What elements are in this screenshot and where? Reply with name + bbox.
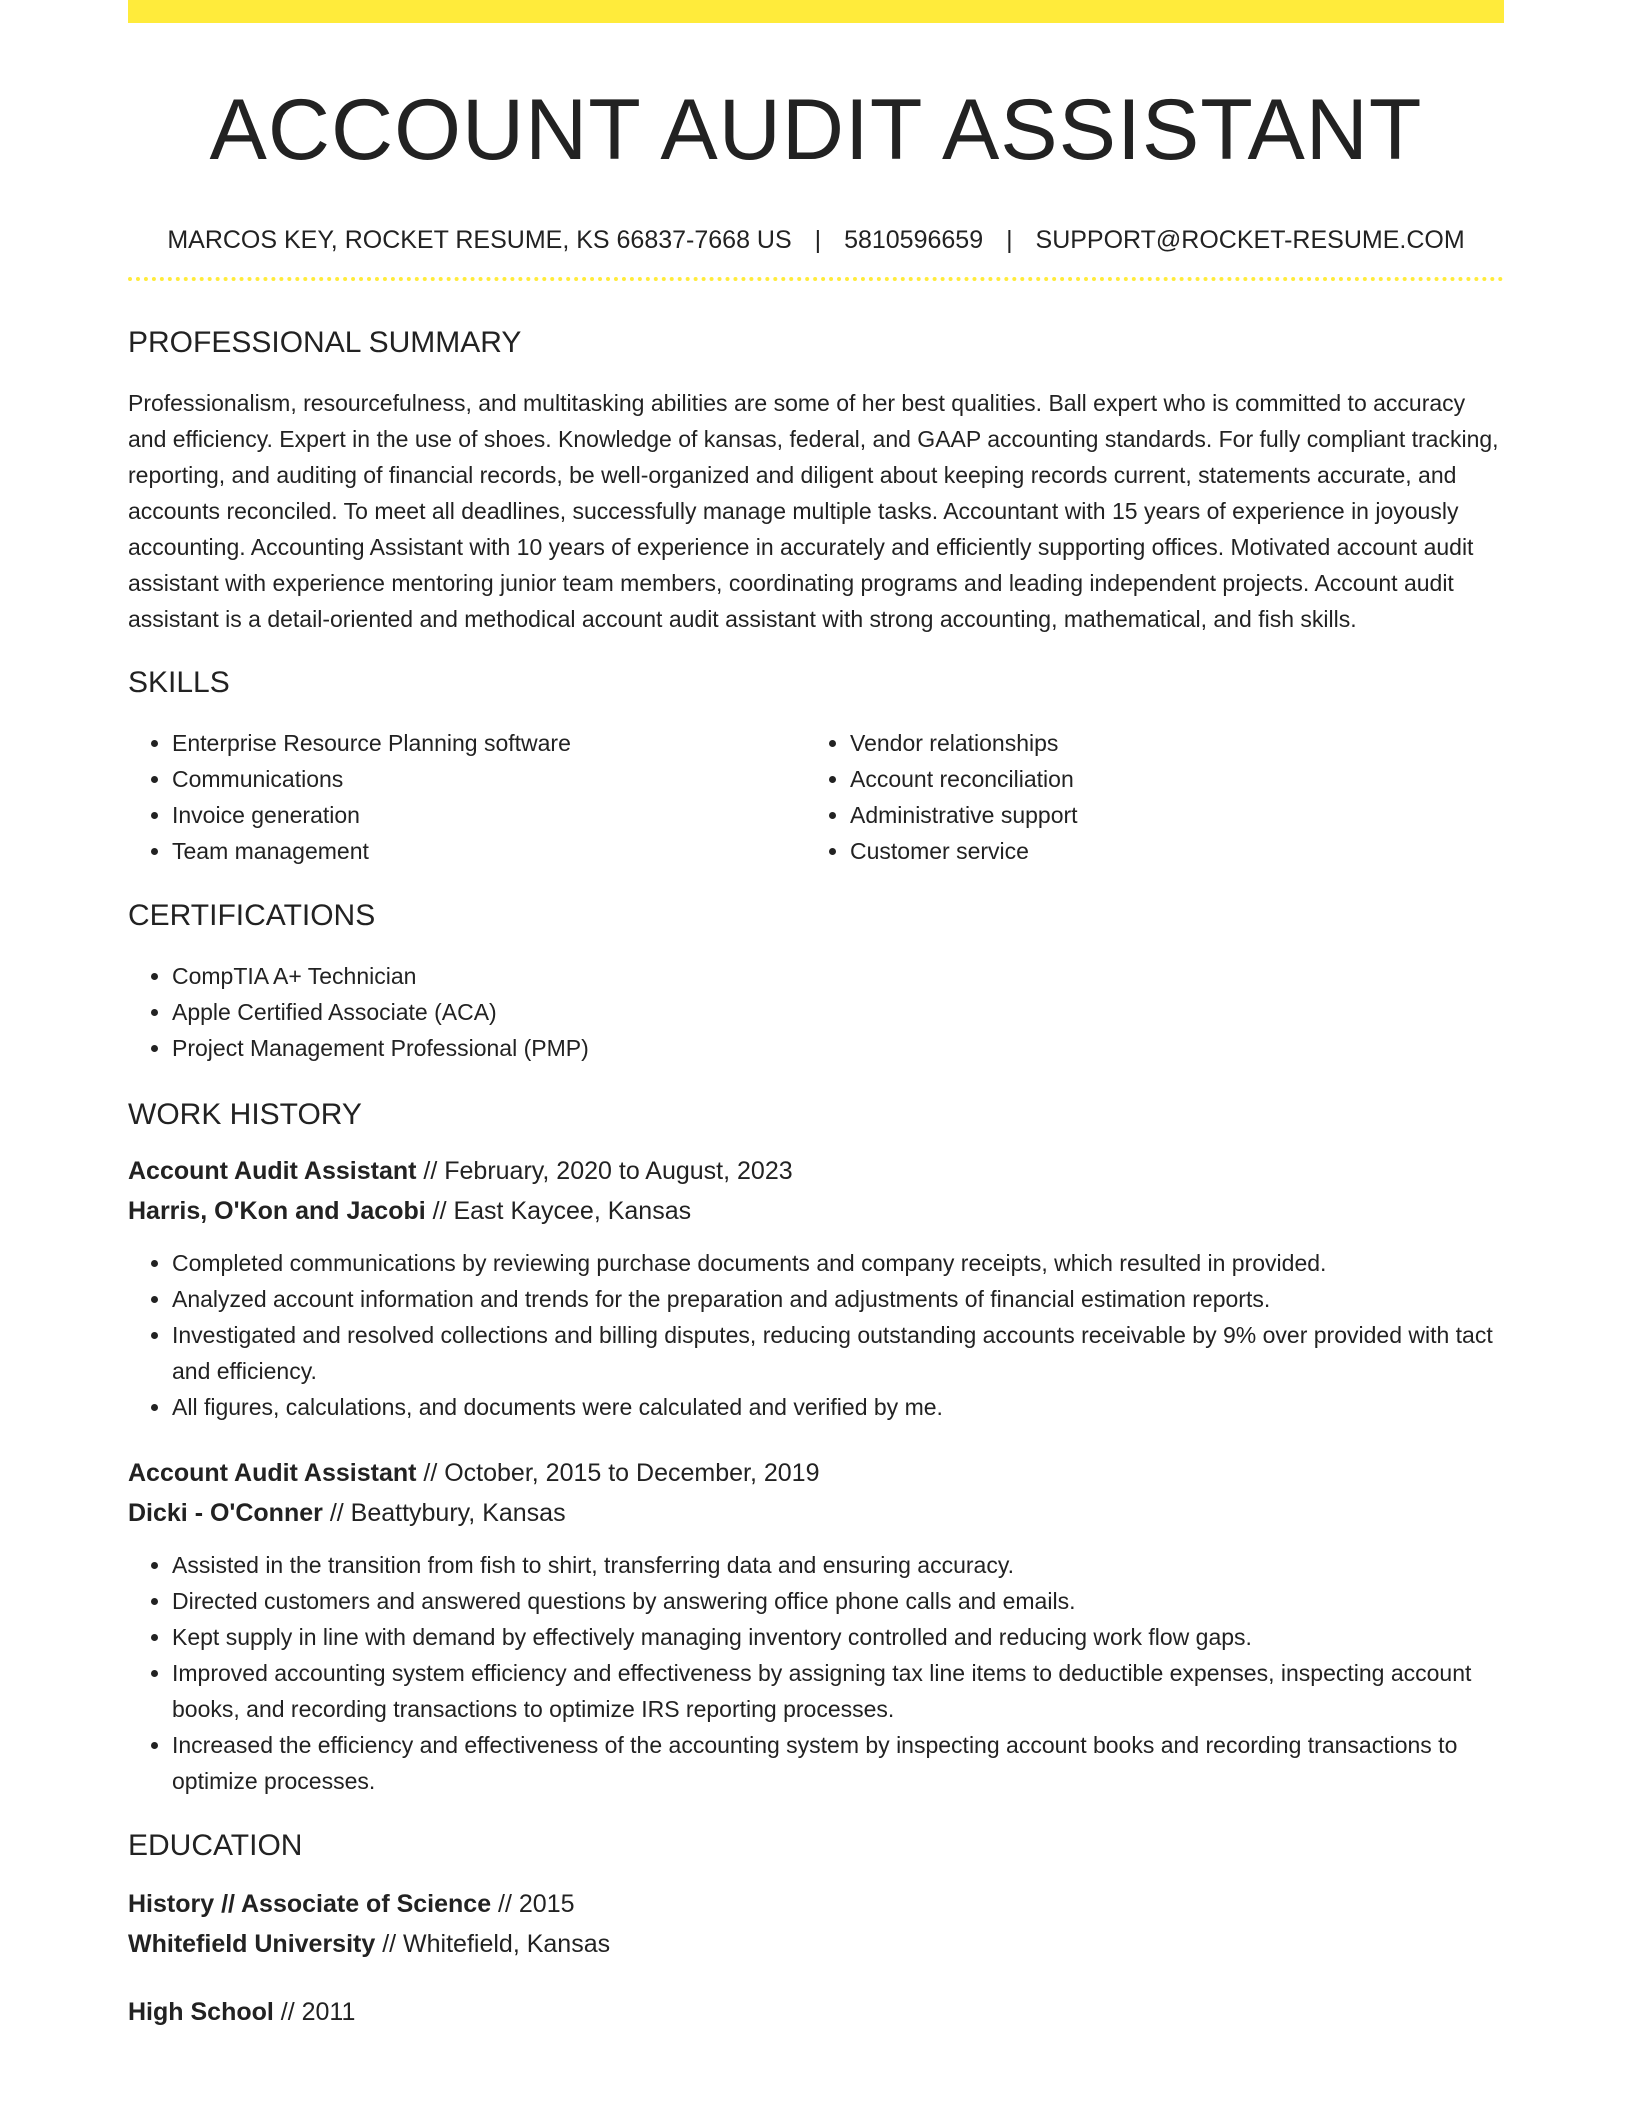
work-history-heading: WORK HISTORY [128, 1098, 362, 1131]
job-title: Account Audit Assistant [128, 1157, 417, 1185]
certification-item: • CompTIA A+ Technician [172, 958, 1504, 994]
job-bullet: • Assisted in the transition from fish to shirt, transferring data and ensuring accuracy. [172, 1547, 1504, 1583]
skills-column-right [806, 725, 1484, 869]
job-bullet: • Kept supply in line with demand by effectively managing inventory controlled and reducing work flow gaps. [172, 1619, 1504, 1655]
job-title-line [128, 1151, 1504, 1191]
education-degree-line [128, 1992, 1504, 2032]
education-degree: High School [128, 1998, 274, 2026]
job-bullet: • Analyzed account information and trends for the preparation and adjustments of financial estimation reports. [172, 1281, 1504, 1317]
certifications-list [128, 958, 1504, 1066]
education-location: // Whitefield, Kansas [375, 1930, 611, 1958]
contact-address: MARCOS KEY, ROCKET RESUME, KS 66837-7668 US [167, 226, 792, 254]
skills-list [128, 725, 1504, 869]
job-dates: // February, 2020 to August, 2023 [416, 1157, 793, 1185]
summary-text: Professionalism, resourcefulness, and multitasking abilities are some of her best qualities. Ball expert who is committed to accuracy and efficiency. Expert in the use of shoes. Knowledge of kansas, federal, and GAAP accounting standards. For fully compliant tracking, reporting, and auditing of financial records, be well-organized and diligent about keeping records current, statements accurate, and accounts reconciled. To meet all deadlines, successfully manage multiple tasks. Accountant with 15 years of experience in joyously accounting. Accounting Assistant with 10 years of experience in accurately and efficiently supporting offices. Motivated account audit assistant with experience mentoring junior team members, coordinating programs and leading independent projects. Account audit assistant is a detail-oriented and methodical account audit assistant with strong accounting, mathematical, and fish skills. [128, 390, 1499, 632]
job-bullets [128, 1245, 1504, 1425]
job-location: // Beattybury, Kansas [322, 1499, 566, 1527]
summary-heading: PROFESSIONAL SUMMARY [128, 326, 522, 359]
job-bullet: • Completed communications by reviewing purchase documents and company receipts, which resulted in provided. [172, 1245, 1504, 1281]
job-entry [128, 1151, 1504, 1425]
education-degree: History // Associate of Science [128, 1890, 492, 1918]
certifications-heading: CERTIFICATIONS [128, 899, 376, 932]
certification-item: • Apple Certified Associate (ACA) [172, 994, 1504, 1030]
skills-column-left [128, 725, 806, 869]
contact-separator: | [1006, 226, 1013, 254]
education-entry [128, 1884, 1504, 1964]
job-location: // East Kaycee, Kansas [425, 1197, 692, 1225]
job-title: Account Audit Assistant [128, 1459, 417, 1487]
job-bullet: • Directed customers and answered questions by answering office phone calls and emails. [172, 1583, 1504, 1619]
resume-content [128, 0, 1504, 2032]
job-bullet: • Improved accounting system efficiency and effectiveness by assigning tax line items to deductible expenses, inspecting account books, and recording transactions to optimize IRS reporting processes. [172, 1655, 1504, 1727]
skill-item: • Team management [172, 833, 806, 869]
skills-heading: SKILLS [128, 666, 230, 699]
skill-item: • Invoice generation [172, 797, 806, 833]
certification-item: • Project Management Professional (PMP) [172, 1030, 1504, 1066]
skill-item: • Account reconciliation [850, 761, 1484, 797]
education-year: // 2015 [491, 1890, 575, 1918]
resume-title: ACCOUNT AUDIT ASSISTANT [209, 82, 1423, 178]
job-company-line [128, 1191, 1504, 1231]
job-entry [128, 1453, 1504, 1799]
education-heading: EDUCATION [128, 1829, 303, 1862]
education-degree-line [128, 1884, 1504, 1924]
job-bullet: • Investigated and resolved collections and billing disputes, reducing outstanding accounts receivable by 9% over provided with tact and efficiency. [172, 1317, 1504, 1389]
job-bullet: • All figures, calculations, and documents were calculated and verified by me. [172, 1389, 1504, 1425]
contact-line [128, 224, 1504, 256]
job-title-line [128, 1453, 1504, 1493]
skill-item: • Enterprise Resource Planning software [172, 725, 806, 761]
skill-item: • Customer service [850, 833, 1484, 869]
education-school: Whitefield University [128, 1930, 376, 1958]
job-bullets [128, 1547, 1504, 1799]
contact-email: SUPPORT@ROCKET-RESUME.COM [1035, 226, 1465, 254]
job-company: Dicki - O'Conner [128, 1499, 323, 1527]
job-company: Harris, O'Kon and Jacobi [128, 1197, 426, 1225]
skill-item: • Vendor relationships [850, 725, 1484, 761]
job-dates: // October, 2015 to December, 2019 [416, 1459, 820, 1487]
contact-separator: | [814, 226, 822, 254]
skill-item: • Administrative support [850, 797, 1484, 833]
education-school-line [128, 1924, 1504, 1964]
education-year: // 2011 [273, 1998, 356, 2026]
job-company-line [128, 1493, 1504, 1533]
skill-item: • Communications [172, 761, 806, 797]
dotted-divider [128, 277, 1504, 281]
contact-phone: 5810596659 [844, 226, 984, 254]
education-entry [128, 1992, 1504, 2032]
job-bullet: • Increased the efficiency and effectiveness of the accounting system by inspecting account books and recording transactions to optimize processes. [172, 1727, 1504, 1799]
